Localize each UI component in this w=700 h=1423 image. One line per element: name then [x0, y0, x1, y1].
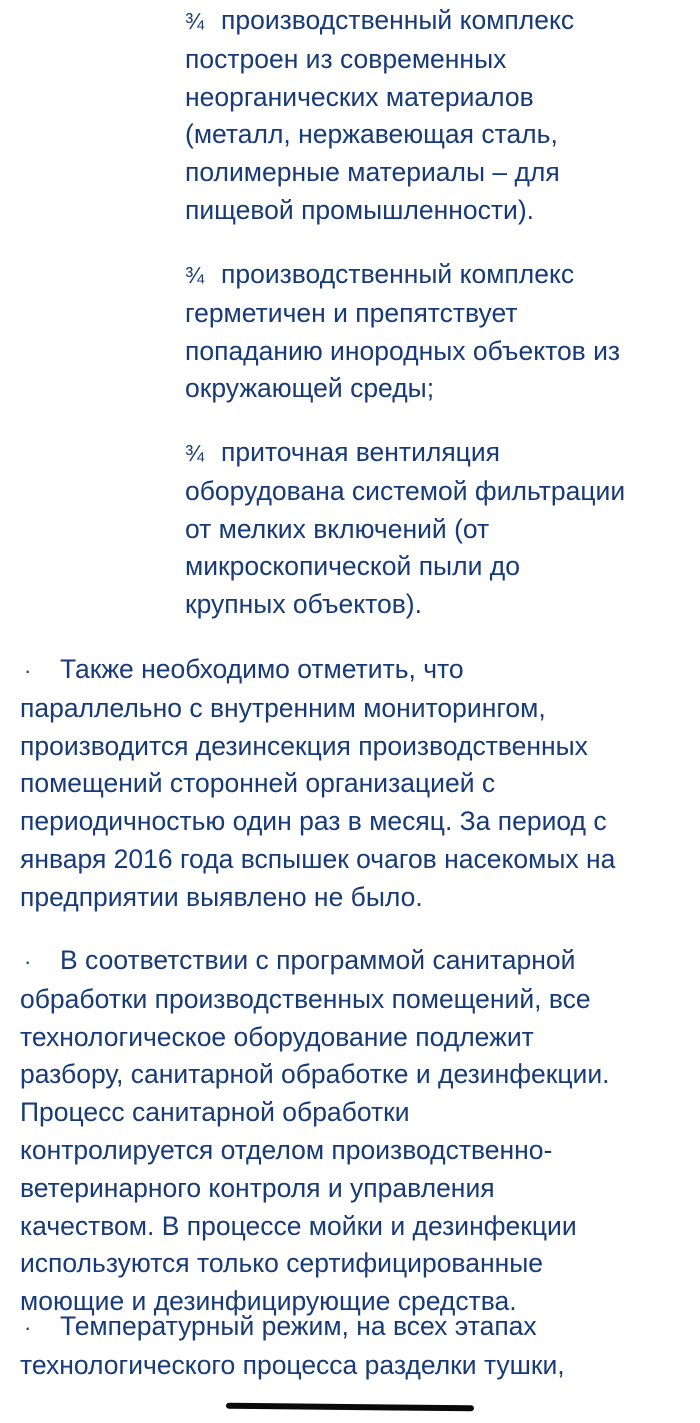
three-quarters-marker: ¾ — [185, 440, 205, 466]
sub-item-line: от мелких включений (от — [185, 513, 490, 544]
sub-item-line: оборудована системой фильтрации — [185, 475, 626, 506]
sub-item-line: микроскопической пыли до — [185, 551, 520, 582]
sub-item-text: приточная вентиляция — [221, 437, 501, 467]
paragraph-line: технологическое оборудование подлежит — [20, 1021, 534, 1052]
paragraph-line: января 2016 года вспышек очагов насекомых на — [20, 843, 616, 874]
three-quarters-marker: ¾ — [185, 8, 205, 34]
paragraph-line — [20, 1308, 690, 1347]
sub-item-line: построен из современных — [185, 43, 507, 74]
paragraph-text: В соответствии с программой санитарной — [60, 945, 576, 975]
ink-strike-mark — [226, 1403, 474, 1412]
sub-item-line — [185, 2, 690, 41]
sub-item-line: (металл, нержавеющая сталь, — [185, 119, 558, 150]
sub-item-text: производственный комплекс — [221, 259, 575, 289]
bullet-dot: · — [24, 658, 32, 683]
sub-item-line — [185, 434, 690, 473]
paragraph-line — [20, 942, 690, 981]
paragraph-line: обработки производственных помещений, все — [20, 983, 591, 1014]
sub-item-line: полимерные материалы – для — [185, 157, 560, 188]
sub-item-line: неорганических материалов — [185, 81, 534, 112]
sub-item-line: пищевой промышленности). — [185, 194, 535, 225]
sub-item-1 — [185, 2, 690, 230]
bullet-dot: · — [24, 1315, 32, 1340]
sub-item-line: окружающей среды; — [185, 373, 435, 404]
paragraph-line: предприятии выявлено не было. — [20, 881, 423, 912]
sub-item-2 — [185, 256, 690, 408]
paragraph-line: моющие и дезинфицирующие средства. — [20, 1286, 517, 1317]
paragraph-line: ветеринарного контроля и управления — [20, 1172, 495, 1203]
paragraph-line: разбору, санитарной обработке и дезинфекции. — [20, 1059, 610, 1090]
paragraph-line: технологического процесса разделки тушки, — [20, 1349, 565, 1380]
sub-item-text: производственный комплекс — [221, 5, 575, 35]
paragraph-disinsection — [20, 651, 690, 917]
sub-item-line: попаданию инородных объектов из — [185, 335, 621, 366]
bullet-dot: · — [24, 949, 32, 974]
paragraph-line: качеством. В процессе мойки и дезинфекции — [20, 1210, 577, 1241]
sub-item-3 — [185, 434, 690, 624]
paragraph-line — [20, 651, 690, 690]
sub-item-line: крупных объектов). — [185, 589, 422, 620]
sub-item-line: герметичен и препятствует — [185, 297, 518, 328]
paragraph-temperature — [20, 1308, 690, 1385]
paragraph-line: производится дезинсекция производственных — [20, 730, 588, 761]
paragraph-sanitation — [20, 942, 690, 1321]
paragraph-line: Процесс санитарной обработки — [20, 1097, 410, 1128]
three-quarters-marker: ¾ — [185, 262, 205, 288]
paragraph-line: помещений сторонней организацией с — [20, 768, 496, 799]
paragraph-line: контролируется отделом производственно- — [20, 1134, 553, 1165]
paragraph-line: параллельно с внутренним мониторингом, — [20, 692, 546, 723]
paragraph-line: используются только сертифицированные — [20, 1248, 543, 1279]
paragraph-text: Температурный режим, на всех этапах — [60, 1311, 537, 1341]
sub-item-line — [185, 256, 690, 295]
paragraph-text: Также необходимо отметить, что — [60, 654, 464, 684]
paragraph-line: периодичностью один раз в месяц. За период с — [20, 806, 607, 837]
